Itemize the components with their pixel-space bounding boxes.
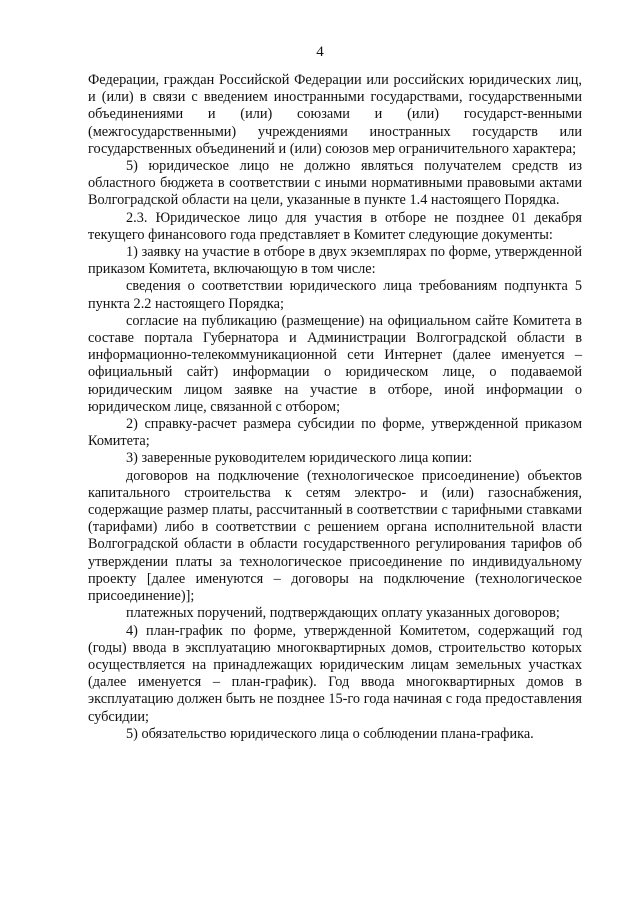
page-number: 4 — [316, 44, 324, 60]
paragraph-payment-orders: платежных поручений, подтверждающих оплату указанных договоров; — [126, 605, 560, 622]
paragraph-item-5-not-recipient: 5) юридическое лицо не должно являться получателем средств из областного бюджета в соответствии с иными нормативными правовыми актами Волгоградской области на цели, указанные в пункте 1.4 настоящего Порядка. — [88, 158, 582, 209]
paragraph-item-2-calculation: 2) справку-расчет размера субсидии по форме, утвержденной приказом Комитета; — [88, 416, 582, 450]
paragraph-item-1-application: 1) заявку на участие в отборе в двух экземплярах по форме, утвержденной приказом Комитета, включающую в том числе: — [88, 244, 582, 278]
paragraph-connection-contracts: договоров на подключение (технологическое присоединение) объектов капитального строительства к сетям электро- и (или) газоснабжения, содержащие размер платы, рассчитанный в соответствии с тарифными ставками (тарифами) либо в соответствии с решением органа исполнительной власти Волгоградской области в области государственного регулирования тарифов об утверждении платы за технологическое присоединение по индивидуальному проекту [далее именуются – договоры на подключение (технологическое присоединение)]; — [88, 467, 582, 605]
document-body — [88, 72, 582, 743]
paragraph-item-3-copies: 3) заверенные руководителем юридического лица копии: — [126, 450, 473, 467]
paragraph-compliance-info: сведения о соответствии юридического лица требованиям подпункта 5 пункта 2.2 настоящего Порядка; — [88, 278, 582, 312]
paragraph-item-5-obligation: 5) обязательство юридического лица о соблюдении плана-графика. — [126, 725, 534, 742]
paragraph-publication-consent: согласие на публикацию (размещение) на официальном сайте Комитета в составе портала Губернатора и Администрации Волгоградской области в информационно-телекоммуникационной сети Интернет (далее именуется – официальный сайт) информации о юридическом лице, о подаваемой юридическим лицом заявке на участие в отборе, иной информации о юридическом лице, связанной с отбором; — [88, 312, 582, 415]
paragraph-continuation: Федерации, граждан Российской Федерации или российских юридических лиц, и (или) в связи с введением иностранными государствами, государственными объединениями и (или) союзами и (или) государст-венными (межгосударственными) учреждениями иностранных государств или государственных объединений и (или) союзов мер ограничительного характера; — [88, 72, 582, 157]
paragraph-item-4-schedule: 4) план-график по форме, утвержденной Комитетом, содержащий год (годы) ввода в эксплуатацию многоквартирных домов, строительство которых осуществляется на принадлежащих юридическим лицам земельных участках (далее именуется – план-график). Год ввода многоквартирных домов в эксплуатацию должен быть не позднее 15-го года начиная с года предоставления субсидии; — [88, 622, 582, 725]
paragraph-section-2-3: 2.3. Юридическое лицо для участия в отборе не позднее 01 декабря текущего финансового года представляет в Комитет следующие документы: — [88, 209, 582, 243]
